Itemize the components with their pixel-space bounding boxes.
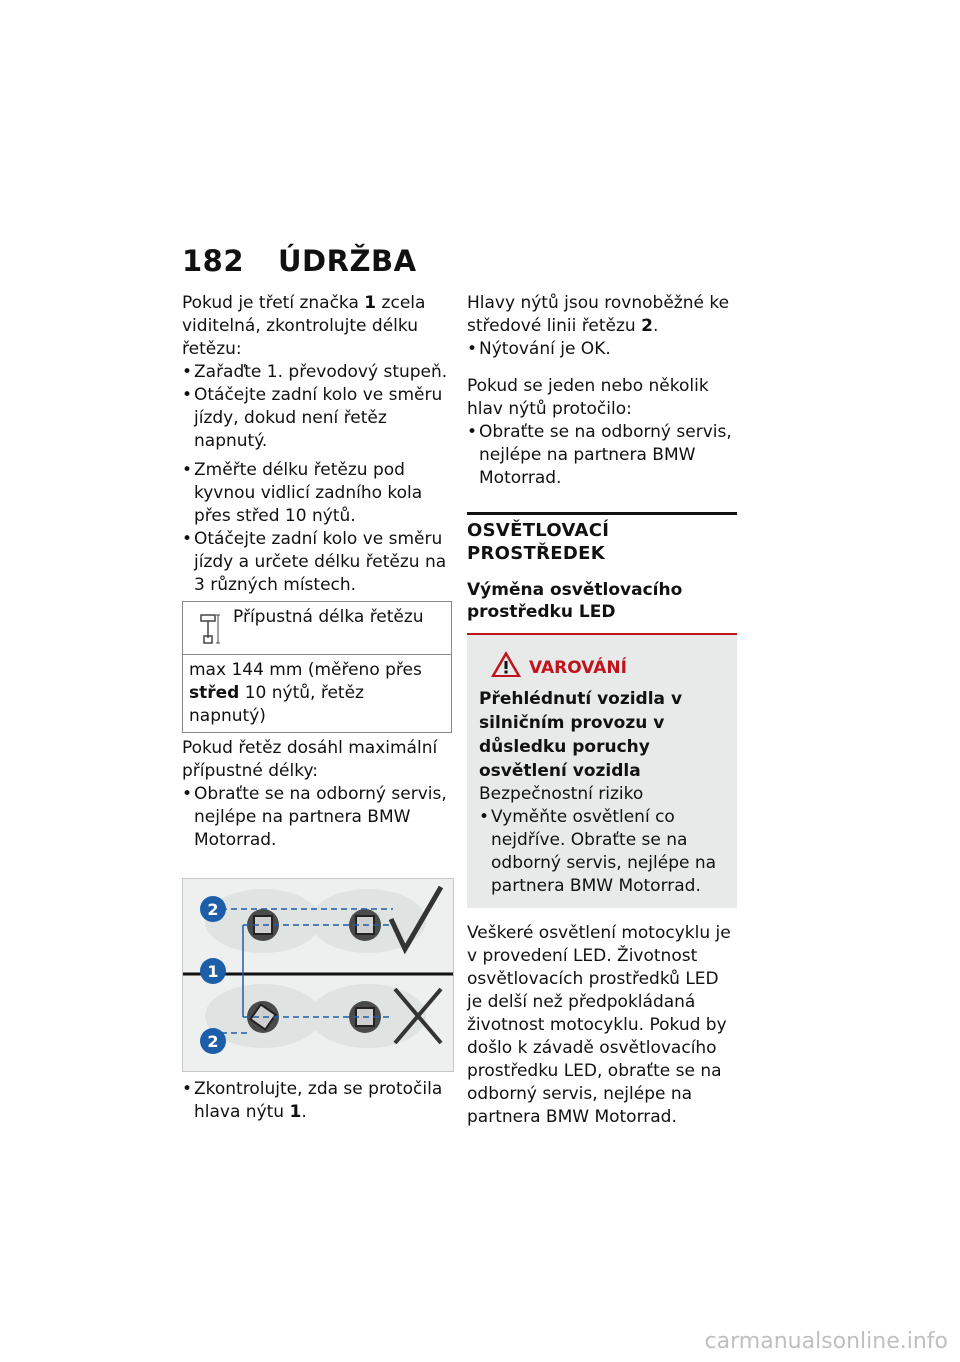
list-item: • Obraťte se na odborný servis, nejlépe na partnera BMW Motorrad. xyxy=(467,421,737,490)
list-item: • Otáčejte zadní kolo ve směru jízdy, dokud není řetěz napnutý. xyxy=(182,384,452,453)
paragraph: Pokud se jeden nebo několik hlav nýtů protočilo: xyxy=(467,376,709,419)
list-item: • Zařaďte 1. převodový stupeň. xyxy=(182,361,452,384)
chain-rivet-figure xyxy=(182,878,454,1072)
subsection-heading: Výměna osvětlovacího prostředku LED xyxy=(467,580,683,622)
list-item: • Nýtování je OK. xyxy=(467,338,737,361)
paragraph: Veškeré osvětlení motocyklu je v provedení LED. Životnost osvětlovacích prostředků LED je delší než předpokládaná životnost motocyklu. Pokud by došlo k závadě osvětlovacího prostředku LED, obraťte se na odborný servis, nejlépe na partnera BMW Motorrad. xyxy=(467,923,731,1127)
figure-label-2: 2 xyxy=(207,900,219,919)
spec-value: max 144 mm (měřeno přes střed 10 nýtů, řetěz napnutý) xyxy=(189,660,422,726)
intro-paragraph: Pokud je třetí značka 1 zcela viditelná, zkontrolujte délku řetězu: xyxy=(182,293,426,359)
section-divider xyxy=(467,512,737,515)
spec-table xyxy=(182,601,452,733)
section-heading: OSVĚTLOVACÍ PROSTŘEDEK xyxy=(467,520,610,564)
warning-label: VAROVÁNÍ xyxy=(529,658,627,678)
section-title: ÚDRŽBA xyxy=(278,244,417,278)
page-header xyxy=(182,244,417,278)
figure-label-2-bottom: 2 xyxy=(207,1032,219,1051)
warning-box xyxy=(467,633,737,908)
right-column xyxy=(467,292,737,1129)
list-item: • Obraťte se na odborný servis, nejlépe na partnera BMW Motorrad. xyxy=(182,783,452,852)
chain-illustration xyxy=(183,879,453,1071)
chain-length-icon xyxy=(199,612,221,646)
spec-title: Přípustná délka řetězu xyxy=(233,607,424,627)
paragraph: Pokud řetěz dosáhl maximální přípustné délky: xyxy=(182,738,438,781)
list-item: • Změřte délku řetězu pod kyvnou vidlicí zadního kola přes střed 10 nýtů. xyxy=(182,459,452,528)
warning-text: Bezpečnostní riziko xyxy=(479,784,644,804)
warning-list-item: • Vyměňte osvětlení co nejdříve. Obraťte se na odborný servis, nejlépe na partnera BMW Motorrad. xyxy=(479,806,725,898)
warning-triangle-icon xyxy=(489,649,523,679)
warning-title: Přehlédnutí vozidla v silničním provozu v důsledku poruchy osvětlení vozidla xyxy=(479,689,683,781)
watermark: carmanualsonline.info xyxy=(704,1329,948,1354)
figure-label-1: 1 xyxy=(207,962,219,981)
list-item: • Zkontrolujte, zda se protočila hlava nýtu 1. xyxy=(182,1078,452,1124)
paragraph: Hlavy nýtů jsou rovnoběžné ke středové linii řetězu 2. xyxy=(467,293,730,336)
left-column xyxy=(182,292,452,1124)
list-item: • Otáčejte zadní kolo ve směru jízdy a určete délku řetězu na 3 různých místech. xyxy=(182,528,452,597)
page-number: 182 xyxy=(182,244,245,278)
